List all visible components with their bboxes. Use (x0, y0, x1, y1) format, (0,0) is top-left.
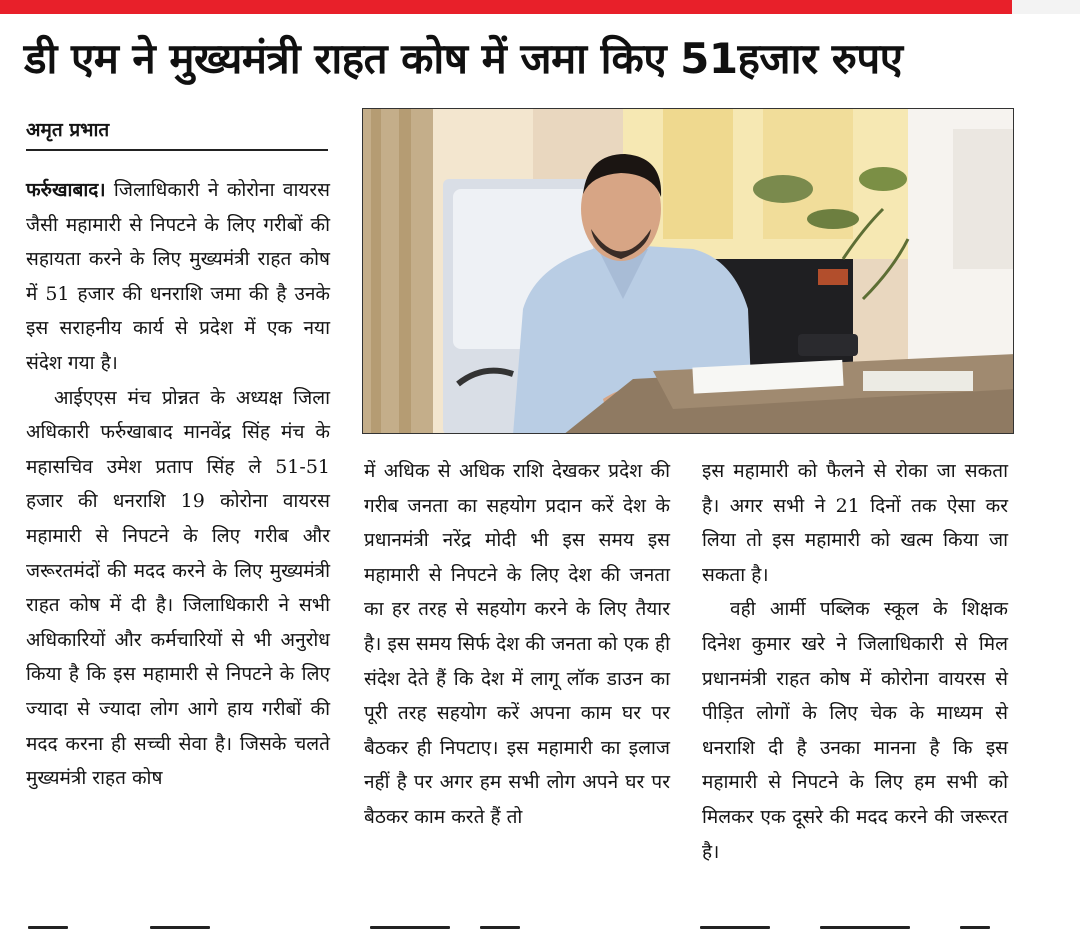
article-photo (362, 108, 1014, 434)
headline: डी एम ने मुख्यमंत्री राहत कोष में जमा किए 51हजार रुपए (24, 34, 903, 83)
article-column-3 (702, 454, 1008, 869)
article-column-2 (364, 454, 670, 835)
paragraph-1-text: जिलाधिकारी ने कोरोना वायरस जैसी महामारी से निपटने के लिए गरीबों की सहायता करने के लिए मुख्यमंत्री राहत कोष में 51 हजार की धनराशि जमा की है उनके इस सराहनीय कार्य से प्रदेश में एक नया संदेश गया है। (26, 179, 330, 374)
cropped-next-article (0, 924, 1080, 933)
column-2-text: में अधिक से अधिक राशि देखकर प्रदेश की गरीब जनता का सहयोग प्रदान करें देश के प्रधानमंत्री नरेंद्र मोदी भी इस समय इस महामारी से निपटने के लिए देश की जनता का हर तरह से सहयोग करने के लिए तैयार है। इस समय सिर्फ देश की जनता को एक ही संदेश देते हैं कि देश में लागू लॉक डाउन का पूरी तरह सहयोग करें अपना काम घर पर बैठकर ही निपटाए। इस महामारी का इलाज नहीं है पर अगर हम सभी लोग अपने घर पर बैठकर काम करते हैं तो (364, 460, 670, 828)
paragraph-1 (26, 173, 330, 381)
column-3-paragraph-1: इस महामारी को फैलने से रोका जा सकता है। अगर सभी ने 21 दिनों तक ऐसा कर लिया तो इस महामारी को खत्म किया जा सकता है। (702, 460, 1008, 586)
paragraph-2: आईएएस मंच प्रोन्नत के अध्यक्ष जिला अधिकारी फर्रुखाबाद मानवेंद्र सिंह मंच के महासचिव उमेश प्रताप सिंह ले 51-51 हजार की धनराशि 19 कोरोना वायरस महामारी से निपटने के लिए गरीब और जरूरतमंदों की मदद करने के लिए मुख्यमंत्री राहत कोष में दी है। जिलाधिकारी ने सभी अधिकारियों और कर्मचारियों से भी अनुरोध किया है कि इस महामारी से निपटने के लिए ज्यादा से ज्यादा लोग आगे हाय गरीबों की मदद करना ही सच्ची सेवा है। जिसके चलते मुख्यमंत्री राहत कोष (26, 386, 330, 790)
dateline: फर्रुखाबाद। (26, 179, 106, 201)
source-label: अमृत प्रभात (26, 119, 110, 141)
column-3-paragraph-2: वही आर्मी पब्लिक स्कूल के शिक्षक दिनेश कुमार खरे ने जिलाधिकारी से मिल प्रधानमंत्री राहत कोष में कोरोना वायरस से पीड़ित लोगों के लिए चेक के माध्यम से धनराशि दी है उनका मानना है कि इस महामारी से निपटने के लिए हम सभी को मिलकर एक दूसरे की मदद करने की जरूरत है। (702, 598, 1008, 863)
article-column-1 (26, 173, 330, 796)
top-red-bar (0, 0, 1012, 14)
source-divider (26, 149, 328, 151)
top-bar-edge (1012, 0, 1080, 14)
